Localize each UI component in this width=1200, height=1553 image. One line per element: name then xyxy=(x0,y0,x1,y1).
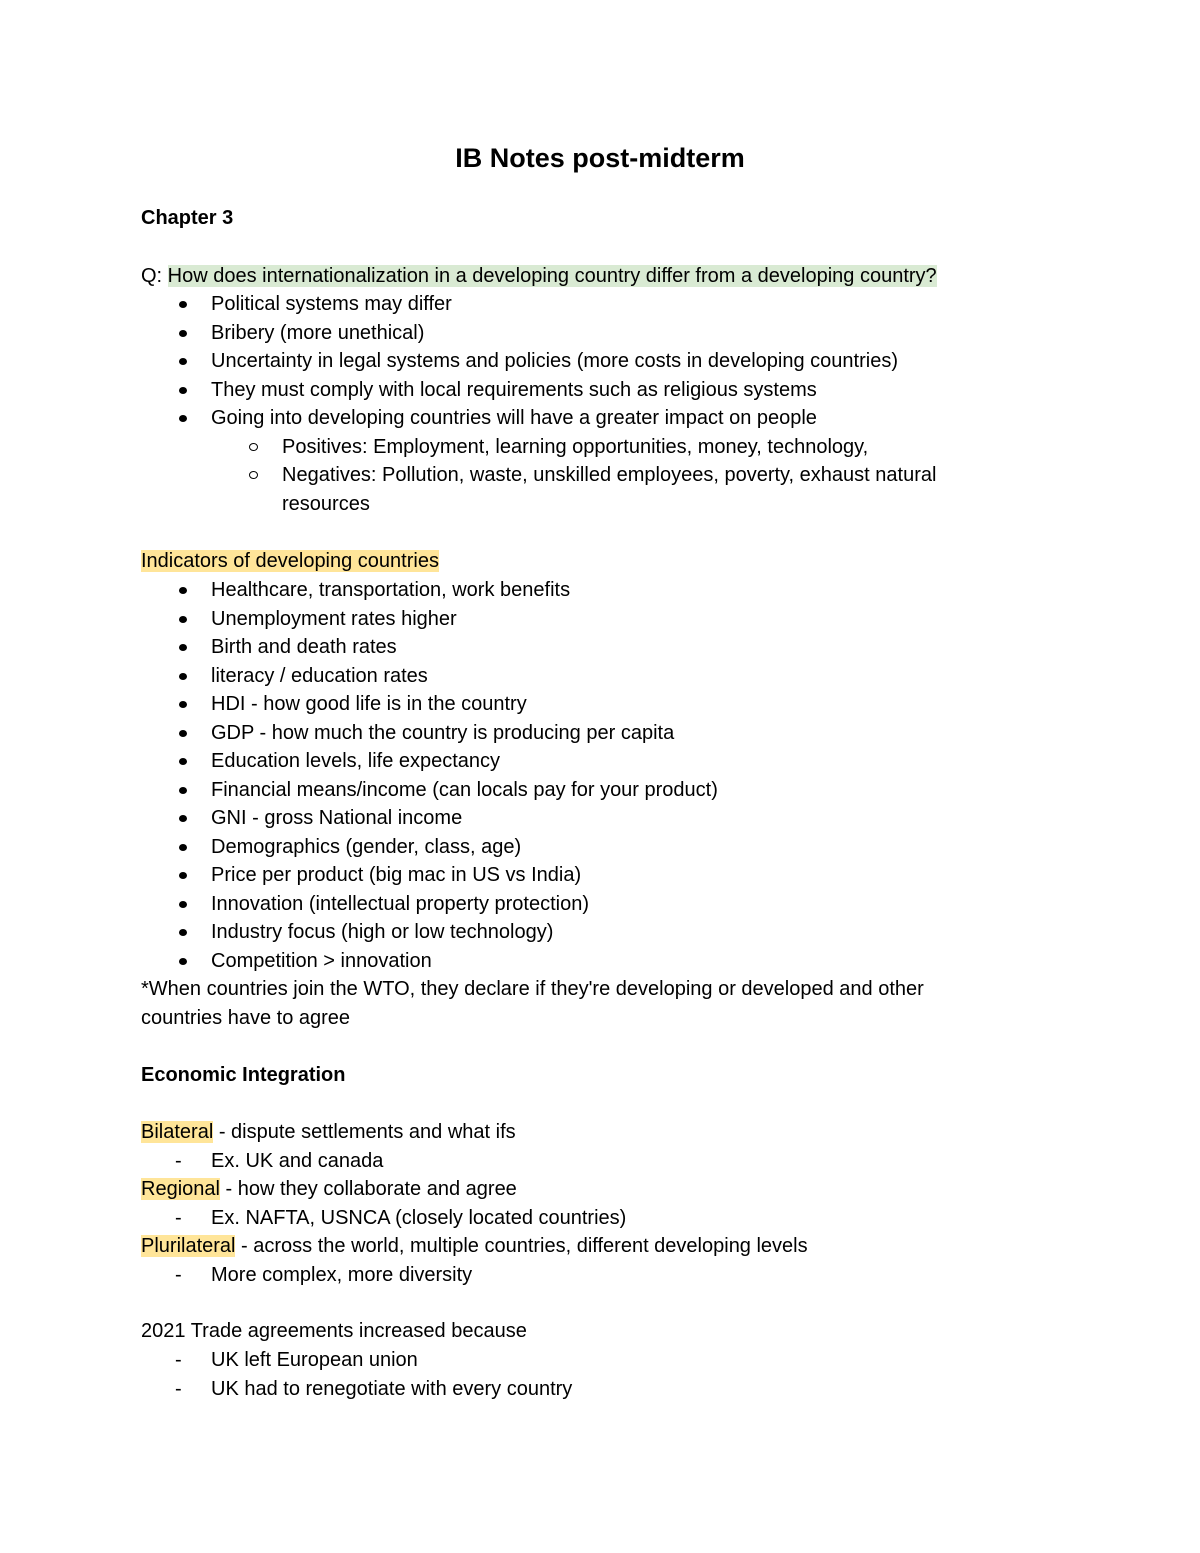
indicators-heading xyxy=(141,547,439,576)
list-item: literacy / education rates xyxy=(141,662,718,691)
question-line xyxy=(141,262,937,291)
entry-line xyxy=(141,1175,808,1204)
list-item: Political systems may differ xyxy=(141,290,1002,319)
list-item: - Ex. NAFTA, USNCA (closely located countries) xyxy=(141,1204,808,1233)
list-item: Going into developing countries will have a greater impact on people xyxy=(141,404,1002,433)
entry-desc: - how they collaborate and agree xyxy=(219,1178,517,1200)
list-item: Price per product (big mac in US vs India) xyxy=(141,861,718,890)
list-item: - UK had to renegotiate with every country xyxy=(141,1375,572,1404)
sub-list-item: Negatives: Pollution, waste, unskilled employees, poverty, exhaust natural resources xyxy=(141,461,1002,518)
list-item: Competition > innovation xyxy=(141,947,718,976)
list-item: Industry focus (high or low technology) xyxy=(141,918,718,947)
chapter-heading: Chapter 3 xyxy=(141,207,234,229)
entry-term: Bilateral xyxy=(141,1121,214,1143)
list-item: Financial means/income (can locals pay for your product) xyxy=(141,776,718,805)
list-item: Uncertainty in legal systems and policies (more costs in developing countries) xyxy=(141,347,1002,376)
list-item: - More complex, more diversity xyxy=(141,1261,808,1290)
question-text: How does internationalization in a developing country differ from a developing country? xyxy=(167,265,937,287)
chapter-points-list xyxy=(141,290,1002,518)
list-item: GDP - how much the country is producing per capita xyxy=(141,719,718,748)
sub-list-item: Positives: Employment, learning opportunities, money, technology, xyxy=(141,433,1002,462)
list-item: Birth and death rates xyxy=(141,633,718,662)
trade-list xyxy=(141,1346,572,1403)
entry-desc: - dispute settlements and what ifs xyxy=(213,1121,516,1143)
list-item: Unemployment rates higher xyxy=(141,605,718,634)
list-item: They must comply with local requirements such as religious systems xyxy=(141,376,1002,405)
indicators-heading-text: Indicators of developing countries xyxy=(141,550,439,572)
list-item: Education levels, life expectancy xyxy=(141,747,718,776)
entry-line xyxy=(141,1232,808,1261)
list-item: Healthcare, transportation, work benefits xyxy=(141,576,718,605)
economic-entries xyxy=(141,1118,808,1289)
list-item: Innovation (intellectual property protection) xyxy=(141,890,718,919)
entry-term: Regional xyxy=(141,1178,220,1200)
list-item: Bribery (more unethical) xyxy=(141,319,1002,348)
list-item: - UK left European union xyxy=(141,1346,572,1375)
list-item: Demographics (gender, class, age) xyxy=(141,833,718,862)
question-prefix: Q: xyxy=(141,265,168,287)
list-item: - Ex. UK and canada xyxy=(141,1147,808,1176)
indicators-list xyxy=(141,576,718,975)
list-item: HDI - how good life is in the country xyxy=(141,690,718,719)
trade-heading: 2021 Trade agreements increased because xyxy=(141,1320,527,1342)
wto-note: *When countries join the WTO, they declare if they're developing or developed and other countries have to agree xyxy=(141,978,924,1029)
economic-heading: Economic Integration xyxy=(141,1064,346,1086)
entry-desc: - across the world, multiple countries, different developing levels xyxy=(235,1235,808,1257)
page-title: IB Notes post-midterm xyxy=(455,143,745,173)
entry-term: Plurilateral xyxy=(141,1235,236,1257)
entry-line xyxy=(141,1118,808,1147)
list-item: GNI - gross National income xyxy=(141,804,718,833)
